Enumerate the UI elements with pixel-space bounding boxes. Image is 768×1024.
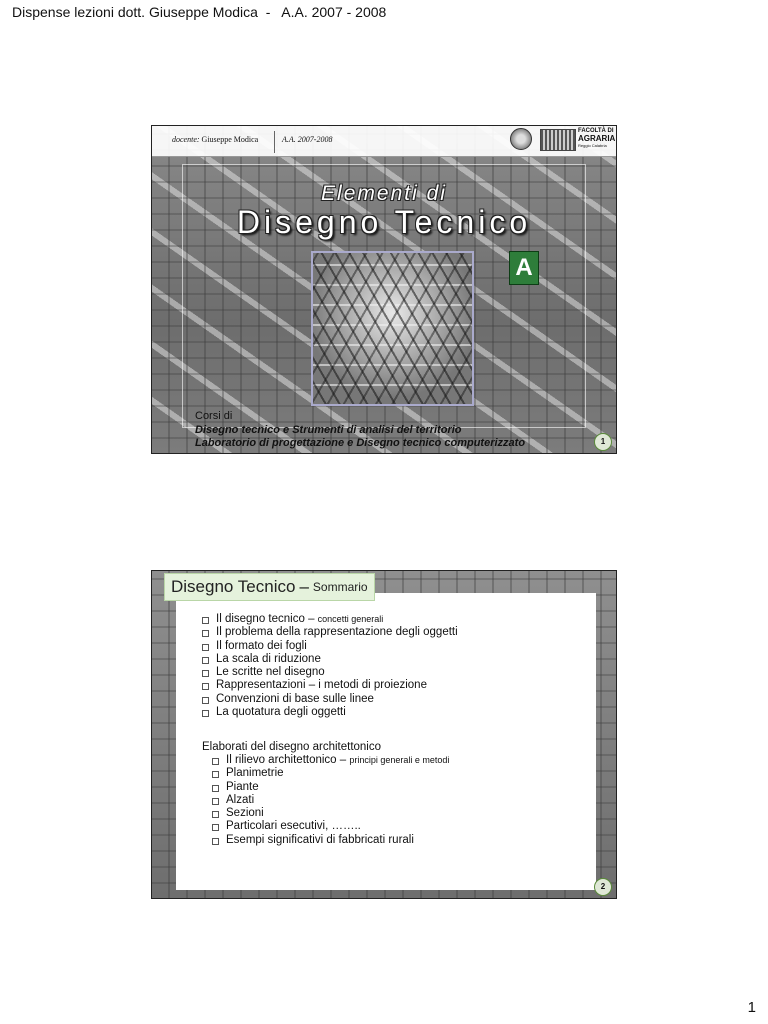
slide-2 <box>151 570 617 899</box>
list-item: Il disegno tecnico – concetti generali <box>200 613 458 626</box>
list-item: Planimetrie <box>210 767 449 780</box>
docente-text <box>172 135 258 144</box>
slide-number: 2 <box>594 878 612 896</box>
list-item: Il rilievo architettonico – principi generali e metodi <box>210 754 449 767</box>
course-2: Laboratorio di progettazione e Disegno tecnico computerizzato <box>195 437 526 449</box>
list-item: Alzati <box>210 794 449 807</box>
list-item: Rappresentazioni – i metodi di proiezione <box>200 679 458 692</box>
logo-line-2: AGRARIA <box>578 134 616 143</box>
relativity-illustration <box>311 251 474 406</box>
list-item: Piante <box>210 781 449 794</box>
list-item: Convenzioni di base sulle linee <box>200 693 458 706</box>
title-dash: – <box>299 577 309 596</box>
logo-line-3: Reggio Calabria <box>578 143 607 148</box>
docente-name: Giuseppe Modica <box>201 135 259 144</box>
list-item: Il problema della rappresentazione degli oggetti <box>200 626 458 639</box>
summary-list <box>200 613 458 719</box>
slide-title: Disegno Tecnico <box>171 577 296 596</box>
academic-year: A.A. 2007-2008 <box>282 135 333 144</box>
docente-label: docente: <box>172 135 200 144</box>
list-item: Esempi significativi di fabbricati rurali <box>210 834 449 847</box>
list-item: La quotatura degli oggetti <box>200 706 458 719</box>
courses-label: Corsi di <box>195 410 233 422</box>
slide-title-box <box>164 573 375 601</box>
slide-number: 1 <box>594 433 612 451</box>
page-header: Dispense lezioni dott. Giuseppe Modica - A.A. 2007 - 2008 <box>12 4 387 20</box>
slide-1 <box>151 125 617 454</box>
section-heading: Elaborati del disegno architettonico <box>202 741 382 753</box>
list-item: La scala di riduzione <box>200 653 458 666</box>
slide-title: Disegno Tecnico <box>236 204 532 240</box>
slide-header-bar <box>152 126 616 157</box>
course-1: Disegno tecnico e Strumenti di analisi del territorio <box>195 424 462 436</box>
list-item: Le scritte nel disegno <box>200 666 458 679</box>
list-item: Particolari esecutivi, …….. <box>210 820 449 833</box>
university-seal-icon <box>510 128 532 150</box>
list-item: Sezioni <box>210 807 449 820</box>
header-divider <box>274 131 275 153</box>
sublist <box>210 754 449 847</box>
section-badge: A <box>509 251 539 285</box>
faculty-logo <box>578 128 615 149</box>
slide-subtitle: Elementi di <box>321 182 447 205</box>
faculty-building-icon <box>540 129 576 151</box>
logo-line-1: FACOLTÀ DI <box>578 128 614 134</box>
page-number: 1 <box>747 999 756 1016</box>
list-item: Il formato dei fogli <box>200 640 458 653</box>
slide-title-sub: Sommario <box>312 580 368 594</box>
